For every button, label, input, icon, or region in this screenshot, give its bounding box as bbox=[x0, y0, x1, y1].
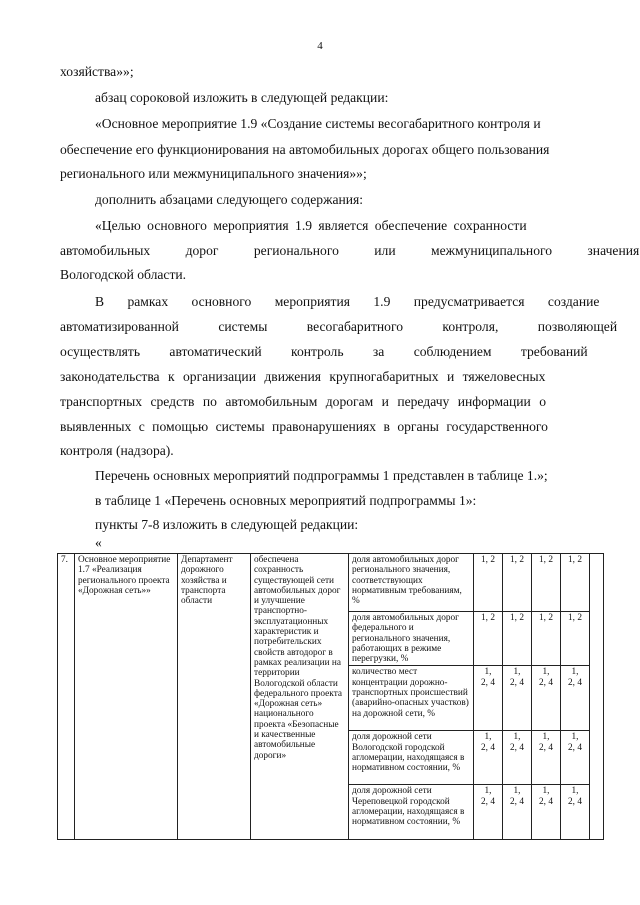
paragraph-line: дополнить абзацами следующего содержания: bbox=[95, 192, 364, 207]
paragraph-line: контроля (надзора). bbox=[60, 443, 174, 458]
value-cell: 1, 2, 4 bbox=[474, 666, 503, 731]
value-cell: 1, 2, 4 bbox=[561, 731, 590, 785]
paragraph-line: законодательства к организации движения крупногабаритных и тяжеловесных bbox=[60, 369, 546, 384]
value-cell: 1, 2 bbox=[561, 612, 590, 666]
page-number: 4 bbox=[317, 40, 323, 52]
value-cell: 1, 2, 4 bbox=[503, 785, 532, 840]
table-row bbox=[58, 554, 604, 612]
value-cell: 1, 2, 4 bbox=[474, 731, 503, 785]
paragraph-line bbox=[60, 115, 608, 133]
paragraph-line: осуществлять автоматический контроль за соблюдением требований bbox=[60, 344, 588, 359]
indicator-cell: доля дорожной сети Вологодской городской агломерации, находящаяся в нормативном состоянии, % bbox=[349, 731, 474, 785]
result-cell: обеспечена сохранность существующей сети автомобильных дорог и улучшение транспортно-эксплуатационных характеристик и потребительских свойств автодорог в рамках реализации на территории Вологодской области федерального проекта «Дорожная сеть» национального проекта «Безопасные и качественные автомобильные дороги» bbox=[251, 554, 349, 840]
row-number-cell: 7. bbox=[58, 554, 75, 840]
value-cell: 1, 2, 4 bbox=[503, 731, 532, 785]
paragraph-line: абзац сороковой изложить в следующей редакции: bbox=[95, 90, 389, 105]
indicator-cell: количество мест концентрации дорожно-транспортных происшествий (аварийно-опасных участков) на дорожной сети, % bbox=[349, 666, 474, 731]
value-cell: 1, 2 bbox=[532, 612, 561, 666]
value-cell: 1, 2, 4 bbox=[503, 666, 532, 731]
empty-cell bbox=[590, 554, 604, 840]
value-cell: 1, 2 bbox=[474, 612, 503, 666]
paragraph-line: В рамках основного мероприятия 1.9 предусматривается создание bbox=[95, 294, 600, 309]
paragraph-line: обеспечение его функционирования на автомобильных дорогах общего пользования bbox=[60, 142, 550, 157]
paragraph-line: транспортных средств по автомобильным дорогам и передачу информации о bbox=[60, 394, 547, 409]
paragraph-line: автомобильных дорог регионального или межмуниципального значения bbox=[60, 243, 640, 258]
value-cell: 1, 2, 4 bbox=[561, 785, 590, 840]
paragraph-line: регионального или межмуниципального значения»»; bbox=[60, 166, 367, 181]
value-cell: 1, 2, 4 bbox=[561, 666, 590, 731]
paragraph-line: хозяйства»»; bbox=[60, 64, 134, 79]
value-cell: 1, 2, 4 bbox=[474, 785, 503, 840]
value-cell: 1, 2, 4 bbox=[532, 666, 561, 731]
measures-table bbox=[57, 553, 604, 840]
indicator-cell: доля автомобильных дорог федерального и регионального значения, работающих в режиме перегрузки, % bbox=[349, 612, 474, 666]
paragraph-line: Вологодской области. bbox=[60, 267, 187, 282]
paragraph-line: автоматизированной системы весогабаритного контроля, позволяющей bbox=[60, 319, 618, 334]
indicator-cell: доля дорожной сети Череповецкой городской агломерации, находящаяся в нормативном состоянии, % bbox=[349, 785, 474, 840]
paragraph-line: в таблице 1 «Перечень основных мероприятий подпрограммы 1»: bbox=[95, 493, 477, 508]
text-run: «Основное мероприятие 1.9 «Создание системы весогабаритного контроля и bbox=[95, 116, 541, 131]
paragraph-line: «Целью основного мероприятия 1.9 является обеспечение сохранности bbox=[95, 218, 527, 233]
value-cell: 1, 2, 4 bbox=[532, 785, 561, 840]
paragraph-line: пункты 7-8 изложить в следующей редакции: bbox=[95, 517, 359, 532]
value-cell: 1, 2 bbox=[561, 554, 590, 612]
measure-cell: Основное мероприятие 1.7 «Реализация регионального проекта «Дорожная сеть»» bbox=[75, 554, 178, 840]
indicator-cell: доля автомобильных дорог регионального значения, соответствующих нормативным требованиям, % bbox=[349, 554, 474, 612]
paragraph-line: выявленных с помощью системы правонарушениях в органы государственного bbox=[60, 419, 548, 434]
value-cell: 1, 2 bbox=[503, 612, 532, 666]
value-cell: 1, 2 bbox=[503, 554, 532, 612]
open-quote: « bbox=[95, 535, 102, 550]
value-cell: 1, 2 bbox=[532, 554, 561, 612]
value-cell: 1, 2 bbox=[474, 554, 503, 612]
value-cell: 1, 2, 4 bbox=[532, 731, 561, 785]
paragraph-line: Перечень основных мероприятий подпрограммы 1 представлен в таблице 1.»; bbox=[95, 468, 548, 483]
executor-cell: Департамент дорожного хозяйства и транспорта области bbox=[178, 554, 251, 840]
